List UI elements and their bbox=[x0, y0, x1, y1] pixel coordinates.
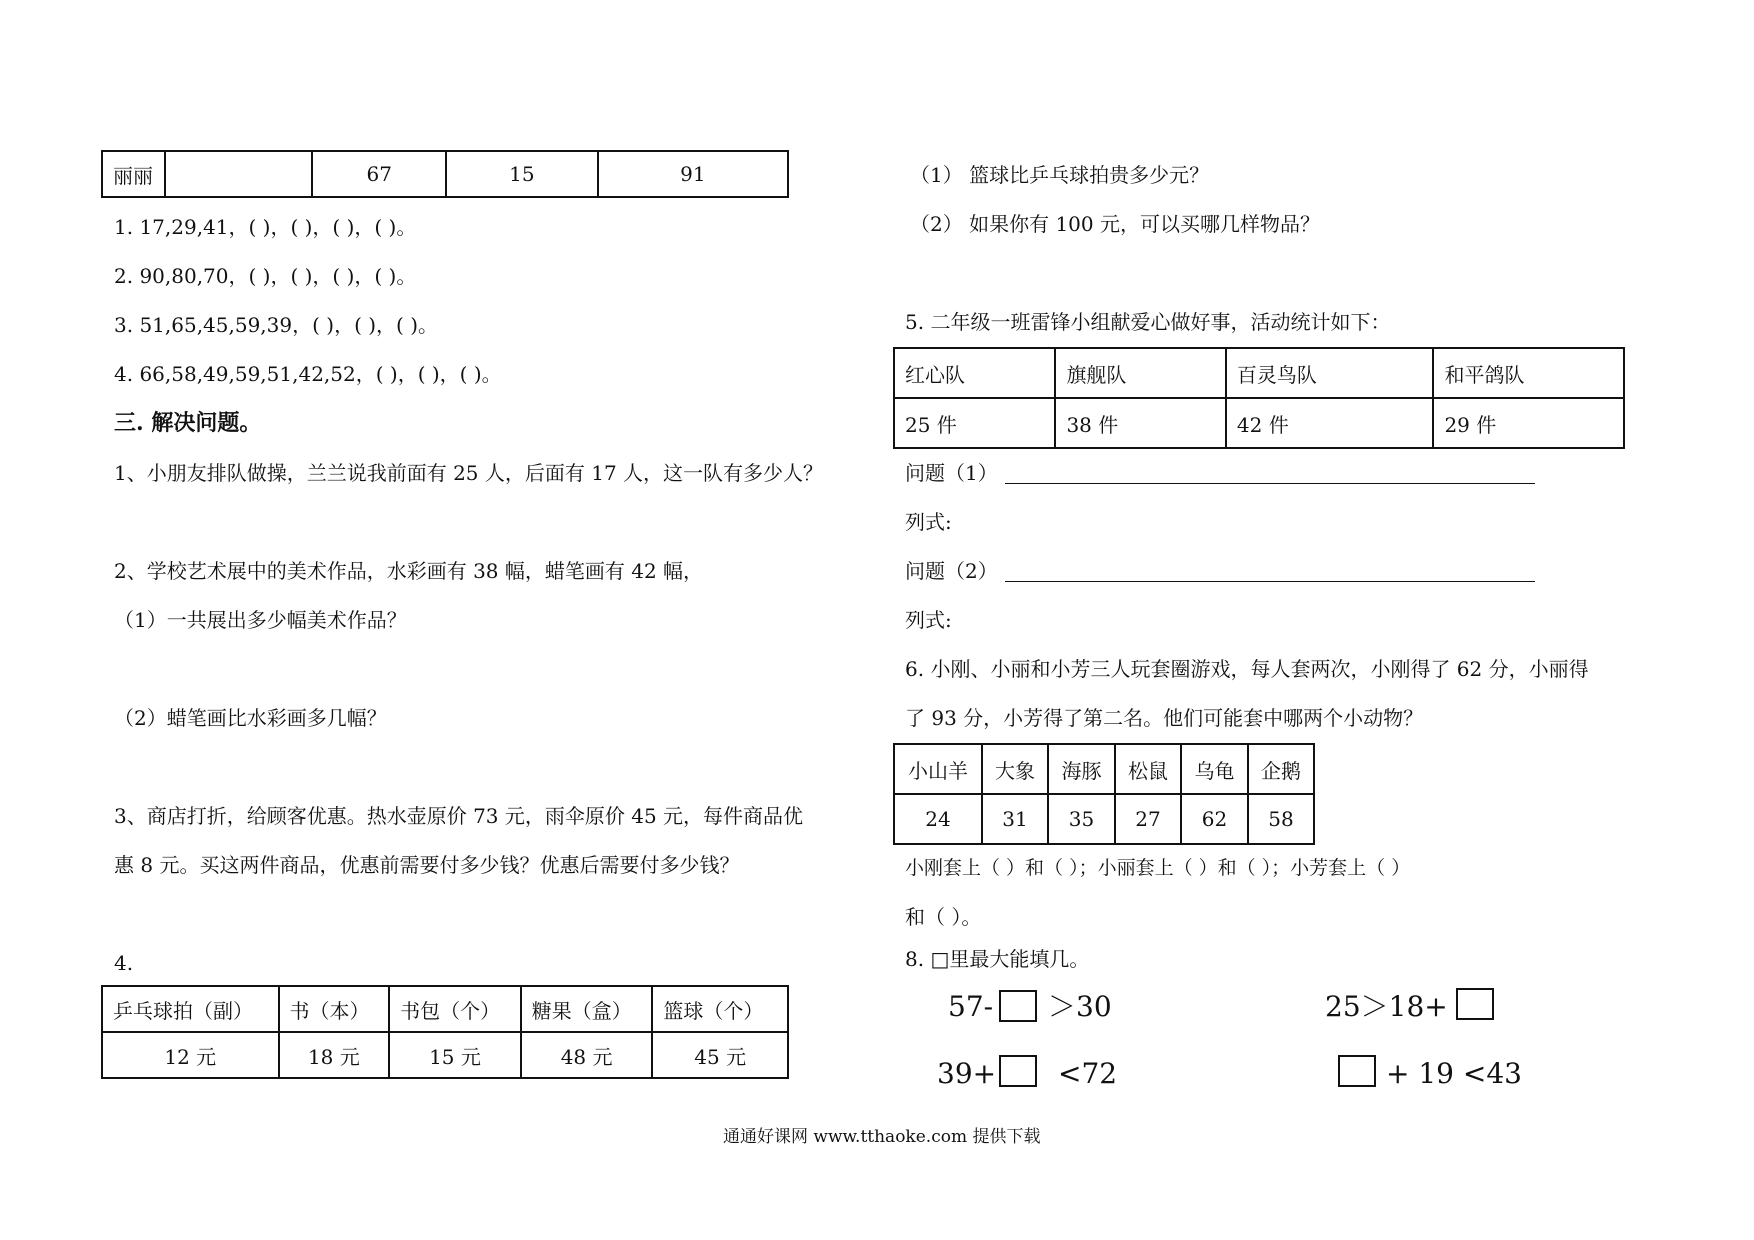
inequality-d-right: + 19 <43 bbox=[1386, 1057, 1522, 1090]
table-header-cell: 书包（个） bbox=[389, 986, 521, 1032]
table-header-cell: 篮球（个） bbox=[652, 986, 788, 1032]
table-cell: 58 bbox=[1248, 794, 1314, 844]
inequality-c-right: <72 bbox=[1058, 1057, 1118, 1090]
table-cell: 24 bbox=[894, 794, 982, 844]
formula-label-1: 列式: bbox=[905, 510, 952, 534]
answer-line-1 bbox=[1005, 483, 1535, 484]
question-4-sub-1: （1） 篮球比乒乓球拍贵多少元？ bbox=[910, 163, 1210, 187]
table-header-cell: 糖果（盒） bbox=[521, 986, 653, 1032]
table-header-cell: 乌龟 bbox=[1181, 744, 1248, 794]
answer-box[interactable] bbox=[999, 990, 1037, 1022]
table-header-cell: 海豚 bbox=[1048, 744, 1115, 794]
sequence-1: 1. 17,29,41，( )，( )，( )，( )。 bbox=[114, 215, 417, 239]
question-label-2: 问题（2） bbox=[905, 559, 998, 583]
table-cell: 62 bbox=[1181, 794, 1248, 844]
question-6-answer-1: 小刚套上（ ）和（ ）；小丽套上（ ）和（ ）；小芳套上（ ） bbox=[905, 857, 1411, 879]
table-cell: 38 件 bbox=[1055, 398, 1225, 448]
table-cell: 18 元 bbox=[279, 1032, 390, 1078]
table-cell: 31 bbox=[982, 794, 1048, 844]
table-cell: 丽丽 bbox=[102, 151, 165, 197]
table-cell: 12 元 bbox=[102, 1032, 279, 1078]
table-header-cell: 百灵鸟队 bbox=[1226, 348, 1434, 398]
question-6-line-1: 6. 小刚、小丽和小芳三人玩套圈游戏，每人套两次，小刚得了 62 分，小丽得 bbox=[905, 657, 1589, 681]
table-cell: 15 bbox=[446, 151, 598, 197]
question-6-line-2: 了 93 分，小芳得了第二名。他们可能套中哪两个小动物？ bbox=[905, 706, 1424, 730]
table-header-cell: 红心队 bbox=[894, 348, 1055, 398]
table-cell: 45 元 bbox=[652, 1032, 788, 1078]
footer: 通通好课网 www.tthaoke.com 提供下载 bbox=[723, 1127, 1041, 1147]
team-table bbox=[893, 347, 1625, 449]
table-cell: 67 bbox=[312, 151, 446, 197]
question-2-part-2: （2）蜡笔画比水彩画多几幅？ bbox=[114, 706, 387, 730]
table-cell: 25 件 bbox=[894, 398, 1055, 448]
table-cell: 48 元 bbox=[521, 1032, 653, 1078]
inequality-a-right: ＞30 bbox=[1048, 990, 1112, 1023]
answer-box[interactable] bbox=[1456, 988, 1494, 1020]
question-3-line-2: 惠 8 元。买这两件商品，优惠前需要付多少钱？优惠后需要付多少钱？ bbox=[114, 853, 740, 877]
table-header-cell: 书（本） bbox=[279, 986, 390, 1032]
table-header-cell: 乒乓球拍（副） bbox=[102, 986, 279, 1032]
top-score-table bbox=[101, 150, 789, 198]
question-label-1: 问题（1） bbox=[905, 461, 998, 485]
animal-table bbox=[893, 743, 1315, 845]
table-cell: 42 件 bbox=[1226, 398, 1434, 448]
table-header-cell: 大象 bbox=[982, 744, 1048, 794]
inequality-c-left: 39+ bbox=[937, 1057, 997, 1090]
table-cell: 27 bbox=[1115, 794, 1181, 844]
question-8: 8. □里最大能填几。 bbox=[905, 947, 1090, 971]
price-table bbox=[101, 985, 789, 1079]
question-5: 5. 二年级一班雷锋小组献爱心做好事，活动统计如下： bbox=[905, 310, 1391, 334]
inequality-a-left: 57- bbox=[948, 990, 994, 1023]
sequence-4: 4. 66,58,49,59,51,42,52，( )，( )，( )。 bbox=[114, 362, 502, 386]
sequence-2: 2. 90,80,70，( )，( )，( )，( )。 bbox=[114, 264, 417, 288]
table-cell: 35 bbox=[1048, 794, 1115, 844]
inequality-b-left: 25＞18+ bbox=[1325, 990, 1448, 1023]
question-4-label: 4. bbox=[114, 951, 134, 975]
table-header-cell: 旗舰队 bbox=[1055, 348, 1225, 398]
table-cell: 29 件 bbox=[1433, 398, 1624, 448]
question-2-part-1: （1）一共展出多少幅美术作品？ bbox=[114, 608, 407, 632]
question-3-line-1: 3、商店打折，给顾客优惠。热水壶原价 73 元，雨伞原价 45 元，每件商品优 bbox=[114, 804, 804, 828]
question-6-answer-2: 和（ ）。 bbox=[905, 905, 982, 929]
table-header-cell: 企鹅 bbox=[1248, 744, 1314, 794]
answer-line-2 bbox=[1005, 581, 1535, 582]
sequence-3: 3. 51,65,45,59,39，( )，( )，( )。 bbox=[114, 313, 439, 337]
answer-box[interactable] bbox=[1338, 1055, 1376, 1087]
section-title: 三. 解决问题。 bbox=[114, 410, 262, 436]
table-cell: 91 bbox=[598, 151, 788, 197]
answer-box[interactable] bbox=[999, 1055, 1037, 1087]
table-header-cell: 松鼠 bbox=[1115, 744, 1181, 794]
table-cell: 15 元 bbox=[389, 1032, 521, 1078]
table-cell bbox=[165, 151, 313, 197]
question-1: 1、小朋友排队做操，兰兰说我前面有 25 人，后面有 17 人，这一队有多少人？ bbox=[114, 461, 824, 485]
formula-label-2: 列式: bbox=[905, 608, 952, 632]
table-header-cell: 和平鸽队 bbox=[1433, 348, 1624, 398]
table-header-cell: 小山羊 bbox=[894, 744, 982, 794]
question-4-sub-2: （2） 如果你有 100 元，可以买哪几样物品？ bbox=[910, 212, 1320, 236]
question-2: 2、学校艺术展中的美术作品，水彩画有 38 幅，蜡笔画有 42 幅， bbox=[114, 559, 704, 583]
